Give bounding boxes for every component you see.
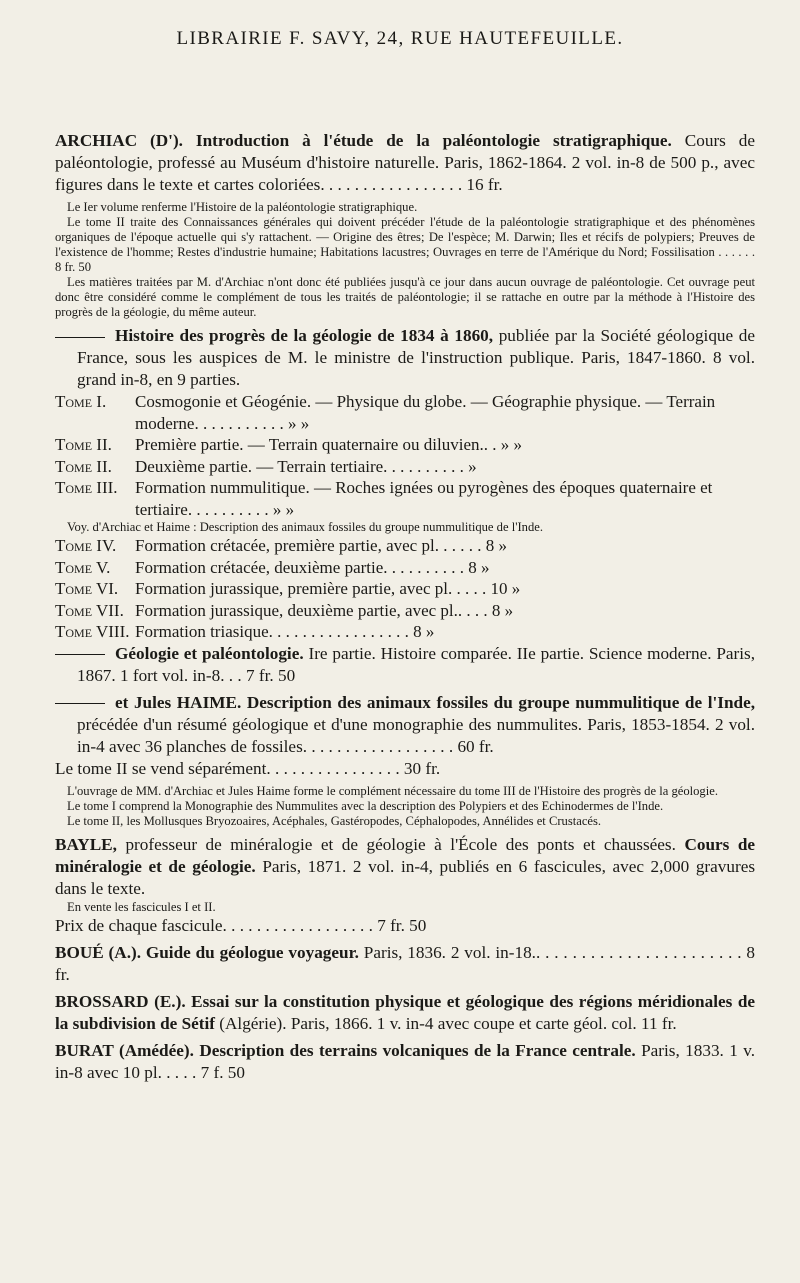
note-line: Le tome II traite des Connaissances générales qui doivent précéder l'étude de la paléontologie stratigraphique et des phénomènes organiques de l'époque actuelle qui s'y rattachent. — Origine des êtres; De l'espèce; M. Darwin; Iles et récifs de polypiers; Preuves de l'existence de l'homme; Restes d'industrie humaine; Habitations lacustres; Ouvrages en terre de l'Amérique du Nord; Fossilisation . . . . . . 8 fr. 50 xyxy=(55,215,755,274)
entry-text: Ire partie. Histoire comparée. IIe partie. Science moderne. Paris, 1867. 1 fort vol. in-8. . . 7 fr. 50 xyxy=(77,643,755,685)
entry-note xyxy=(55,784,755,829)
entry-archiac xyxy=(55,130,755,320)
entry-text: Le tome II se vend séparément. . . . . . . . . . . . . . . . 30 fr. xyxy=(55,758,441,778)
tome-row xyxy=(55,434,755,456)
tome-label: Tome VII. xyxy=(55,600,124,620)
entry-haime xyxy=(55,692,755,758)
entry-author: BURAT (Amédée). xyxy=(55,1040,194,1060)
tome-label: Tome II. xyxy=(55,435,112,454)
entry-title: Histoire des progrès de la géologie de 1834 à 1860, xyxy=(115,326,494,345)
entry-text: professeur de minéralogie et de géologie à l'École des ponts et chaussées. xyxy=(125,834,676,854)
tome-label: Tome V. xyxy=(55,557,111,577)
entry-author: ARCHIAC (D'). xyxy=(55,131,183,150)
note-line: Le Ier volume renferme l'Histoire de la paléontologie stratigraphique. xyxy=(67,200,418,214)
entry-text: publiée par la Société géologique de France, sous les auspices de M. le ministre de l'instruction publique. Paris, 1847-1860. 8 vol. grand in-8, en 9 parties. xyxy=(77,326,756,389)
tome-row xyxy=(55,621,755,643)
page-header: LIBRAIRIE F. SAVY, 24, RUE HAUTEFEUILLE. xyxy=(176,28,624,49)
tome-row xyxy=(55,600,755,622)
tome-text: Deuxième partie. — Terrain tertiaire. . . . . . . . . . » xyxy=(135,456,477,476)
tome-text: Formation nummulitique. — Roches ignées ou pyrogènes des époques quaternaire et tertiaire. . . . . . . . . . » » xyxy=(135,478,713,519)
entry-note xyxy=(55,200,755,320)
entry-author: BAYLE, xyxy=(55,834,117,854)
entry-burat xyxy=(55,1040,755,1084)
entry-title: Essai sur la constitution physique et géologique des régions méridionales de la subdivision de Sétif xyxy=(55,991,756,1033)
entry-text: (Algérie). Paris, 1866. 1 v. in-4 avec coupe et carte géol. col. 11 fr. xyxy=(219,1013,677,1033)
entry-text: précédée d'un résumé géologique et d'une monographie des nummulites. Paris, 1853-1854. 2 vol. in-4 avec 36 planches de fossiles. . . . . . . . . . . . . . . . . . 60 fr. xyxy=(77,714,755,756)
tome-label: Tome III. xyxy=(55,478,118,497)
tome-text: Formation crétacée, deuxième partie. . . . . . . . . . 8 » xyxy=(135,557,490,577)
tome-list xyxy=(55,535,755,643)
tome-row xyxy=(55,456,755,478)
entry-bayle xyxy=(55,834,755,937)
entry-title: Guide du géologue voyageur. xyxy=(145,942,359,962)
note-line: L'ouvrage de MM. d'Archiac et Jules Haime forme le complément nécessaire du tome III de l'Histoire des progrès de la géologie. xyxy=(67,783,718,798)
tome-list xyxy=(55,391,755,520)
entry-text: Paris, 1833. 1 v. in-8 avec 10 pl. . . . . 7 f. 50 xyxy=(55,1040,756,1082)
tome-label: Tome II. xyxy=(55,456,112,476)
entry-title: Cours de minéralogie et de géologie. xyxy=(55,834,756,876)
tome-label: Tome VI. xyxy=(55,579,119,598)
tome-label: Tome I. xyxy=(55,392,107,411)
entry-title: et Jules HAIME. Description des animaux fossiles du groupe nummulitique de l'Inde, xyxy=(115,692,755,712)
tome-text: Formation crétacée, première partie, avec pl. . . . . . 8 » xyxy=(135,536,507,555)
tome-row xyxy=(55,557,755,579)
entry-title: Introduction à l'étude de la paléontologie stratigraphique. xyxy=(195,131,672,150)
tome-row xyxy=(55,535,755,557)
tome-text: Cosmogonie et Géogénie. — Physique du globe. — Géographie physique. — Terrain moderne. . . . . . . . . . . » » xyxy=(135,392,716,433)
tome-row xyxy=(55,477,755,520)
entry-author: BOUÉ (A.). xyxy=(55,942,142,962)
entry-text: Cours de paléontologie, professé au Muséum d'histoire naturelle. Paris, 1862-1864. 2 vol. in-8 de 500 p., avec figures dans le texte et cartes coloriées. . . . . . . . . . . . . . . . . 16 fr. xyxy=(55,131,756,194)
note-line: Les matières traitées par M. d'Archiac n'ont donc été publiées jusqu'à ce jour dans aucun ouvrage de paléontologie. Cet ouvrage peut donc être considéré comme le complément de tous les traités de paléontologie; il se rattache en outre par la méthode à l'Histoire des progrès de la géologie, du même auteur. xyxy=(55,275,755,319)
tome-text: Première partie. — Terrain quaternaire ou diluvien.. . » » xyxy=(135,435,522,454)
voy-note: Voy. d'Archiac et Haime : Description des animaux fossiles du groupe nummulitique de l'Inde. xyxy=(67,520,543,534)
entry-title: Géologie et paléontologie. xyxy=(115,643,304,663)
entry-text: Paris, 1871. 2 vol. in-4, publiés en 6 fascicules, avec 2,000 gravures dans le texte. xyxy=(55,856,756,898)
entry-price: Prix de chaque fascicule. . . . . . . . . . . . . . . . . . 7 fr. 50 xyxy=(55,915,427,935)
tome-row xyxy=(55,391,755,434)
tome-text: Formation jurassique, deuxième partie, avec pl.. . . . 8 » xyxy=(135,600,514,620)
tome-label: Tome VIII. xyxy=(55,622,130,641)
entry-histoire xyxy=(55,325,755,391)
ditto-dash xyxy=(55,337,105,338)
entry-title: Description des terrains volcaniques de la France centrale. xyxy=(199,1040,636,1060)
entry-geologie xyxy=(55,643,755,687)
entry-note: En vente les fascicules I et II. xyxy=(67,899,216,914)
entry-author: BROSSARD (E.). xyxy=(55,991,186,1011)
tome-row xyxy=(55,578,755,600)
ditto-dash xyxy=(55,703,105,704)
note-line: Le tome I comprend la Monographie des Nummulites avec la description des Polypiers et des Echinodermes de l'Inde. xyxy=(67,798,664,813)
ditto-dash xyxy=(55,654,105,655)
tome-text: Formation triasique. . . . . . . . . . . . . . . . . 8 » xyxy=(135,622,435,641)
catalogue-column xyxy=(55,130,755,1084)
entry-text: Paris, 1836. 2 vol. in-18.. . . . . . . . . . . . . . . . . . . . . . . 8 fr. xyxy=(55,942,756,984)
entry-boue xyxy=(55,942,755,986)
entry-brossard xyxy=(55,991,755,1035)
note-line: Le tome II, les Mollusques Bryozoaires, Acéphales, Gastéropodes, Céphalopodes, Annélides et Crustacés. xyxy=(67,813,602,828)
tome-text: Formation jurassique, première partie, avec pl. . . . . 10 » xyxy=(135,579,521,598)
tome-label: Tome IV. xyxy=(55,536,117,555)
